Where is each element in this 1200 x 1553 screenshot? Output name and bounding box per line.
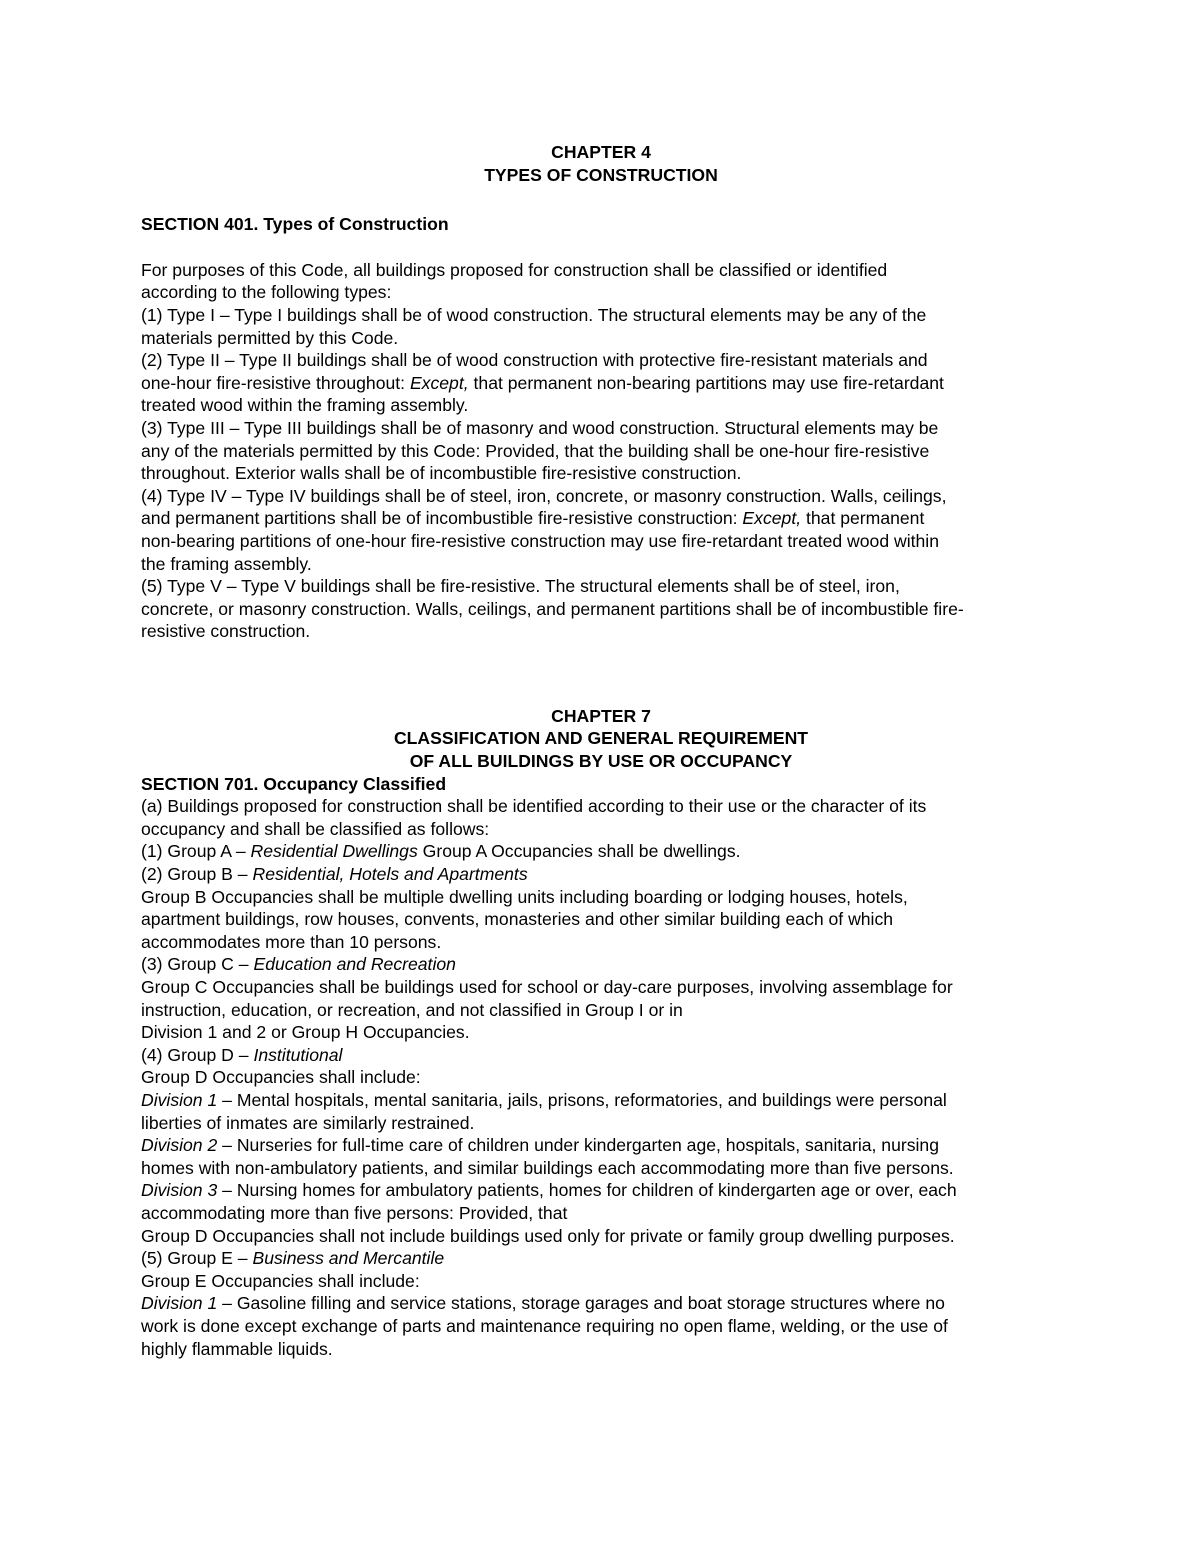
paragraph-line: Group C Occupancies shall be buildings used for school or day-care purposes, involving assemblage for bbox=[141, 977, 953, 997]
paragraph-line: apartment buildings, row houses, convents, monasteries and other similar building each of which bbox=[141, 909, 894, 930]
paragraph-line: (5) Type V – Type V buildings shall be fire-resistive. The structural elements shall be of steel, iron, bbox=[141, 576, 900, 597]
paragraph-line: highly flammable liquids. bbox=[141, 1338, 333, 1359]
group-c-heading: (3) Group C – Education and Recreation bbox=[141, 954, 456, 975]
section-701-heading: SECTION 701. Occupancy Classified bbox=[141, 773, 447, 794]
paragraph-line: and permanent partitions shall be of incombustible fire-resistive construction: Except, that permanent bbox=[141, 508, 925, 529]
paragraph-line: (4) Type IV – Type IV buildings shall be of steel, iron, concrete, or masonry construction. Walls, ceilings, bbox=[141, 485, 947, 506]
paragraph-line: treated wood within the framing assembly. bbox=[141, 395, 469, 416]
paragraph-line: For purposes of this Code, all buildings proposed for construction shall be classified or identified bbox=[141, 259, 888, 280]
group-b-heading: (2) Group B – Residential, Hotels and Apartments bbox=[141, 864, 528, 885]
chapter-4-heading: CHAPTER 4 bbox=[551, 142, 651, 162]
paragraph-line: work is done except exchange of parts and maintenance requiring no open flame, welding, or the use of bbox=[141, 1315, 948, 1336]
paragraph-line: one-hour fire-resistive throughout: Except, that permanent non-bearing partitions may use fire-retardant bbox=[141, 372, 944, 393]
paragraph-line: Group B Occupancies shall be multiple dwelling units including boarding or lodging houses, hotels, bbox=[141, 886, 908, 907]
paragraph-line: Group E Occupancies shall include: bbox=[141, 1270, 420, 1291]
paragraph-line: Group D Occupancies shall include: bbox=[141, 1067, 421, 1088]
paragraph-line: instruction, education, or recreation, and not classified in Group I or in bbox=[141, 999, 683, 1020]
paragraph-line: homes with non-ambulatory patients, and similar buildings each accommodating more than five persons. bbox=[141, 1157, 954, 1178]
paragraph-line: accommodating more than five persons: Provided, that bbox=[141, 1202, 568, 1223]
paragraph-line: materials permitted by this Code. bbox=[141, 327, 399, 348]
division-1-line: Division 1 – Mental hospitals, mental sanitaria, jails, prisons, reformatories, and buildings were personal bbox=[141, 1089, 947, 1110]
chapter-7-heading: CHAPTER 7 bbox=[551, 705, 651, 726]
section-701-body bbox=[141, 795, 1061, 1360]
paragraph-line: (a) Buildings proposed for construction shall be identified according to their use or the character of its bbox=[141, 796, 927, 817]
group-e-heading: (5) Group E – Business and Mercantile bbox=[141, 1248, 445, 1269]
group-a-line: (1) Group A – Residential Dwellings Group A Occupancies shall be dwellings. bbox=[141, 841, 741, 862]
section-401-heading: SECTION 401. Types of Construction bbox=[141, 214, 449, 235]
paragraph-line: the framing assembly. bbox=[141, 553, 312, 574]
paragraph-line: throughout. Exterior walls shall be of incombustible fire-resistive construction. bbox=[141, 463, 742, 484]
paragraph-line: resistive construction. bbox=[141, 621, 311, 642]
chapter-4-title: TYPES OF CONSTRUCTION bbox=[484, 164, 718, 185]
paragraph-line: (1) Type I – Type I buildings shall be of wood construction. The structural elements may be any of the bbox=[141, 304, 927, 325]
group-d-heading: (4) Group D – Institutional bbox=[141, 1044, 343, 1065]
paragraph-line: occupancy and shall be classified as follows: bbox=[141, 818, 490, 839]
division-2-line: Division 2 – Nurseries for full-time care of children under kindergarten age, hospitals, sanitaria, nursing bbox=[141, 1135, 939, 1156]
paragraph-line: any of the materials permitted by this Code: Provided, that the building shall be one-hour fire-resistive bbox=[141, 440, 930, 461]
paragraph-line: Group D Occupancies shall not include buildings used only for private or family group dwelling purposes. bbox=[141, 1225, 955, 1246]
paragraph-line: according to the following types: bbox=[141, 282, 392, 303]
paragraph-line: (3) Type III – Type III buildings shall be of masonry and wood construction. Structural elements may be bbox=[141, 417, 939, 438]
paragraph-line: liberties of inmates are similarly restrained. bbox=[141, 1112, 475, 1133]
paragraph-line: (2) Type II – Type II buildings shall be of wood construction with protective fire-resistant materials and bbox=[141, 350, 928, 371]
chapter-7-title-line-1: CLASSIFICATION AND GENERAL REQUIREMENT bbox=[393, 728, 809, 749]
paragraph-line: non-bearing partitions of one-hour fire-resistive construction may use fire-retardant treated wood within bbox=[141, 530, 939, 551]
division-1-line: Division 1 – Gasoline filling and service stations, storage garages and boat storage structures where no bbox=[141, 1293, 945, 1314]
paragraph-line: concrete, or masonry construction. Walls, ceilings, and permanent partitions shall be of incombustible fire- bbox=[141, 598, 964, 619]
paragraph-line: accommodates more than 10 persons. bbox=[141, 931, 442, 952]
section-401-body bbox=[141, 259, 1061, 643]
chapter-7-title-line-2: OF ALL BUILDINGS BY USE OR OCCUPANCY bbox=[409, 751, 793, 772]
division-3-line: Division 3 – Nursing homes for ambulatory patients, homes for children of kindergarten age or over, each bbox=[141, 1180, 957, 1201]
document-page bbox=[141, 141, 1061, 1360]
paragraph-line: Division 1 and 2 or Group H Occupancies. bbox=[141, 1022, 470, 1043]
